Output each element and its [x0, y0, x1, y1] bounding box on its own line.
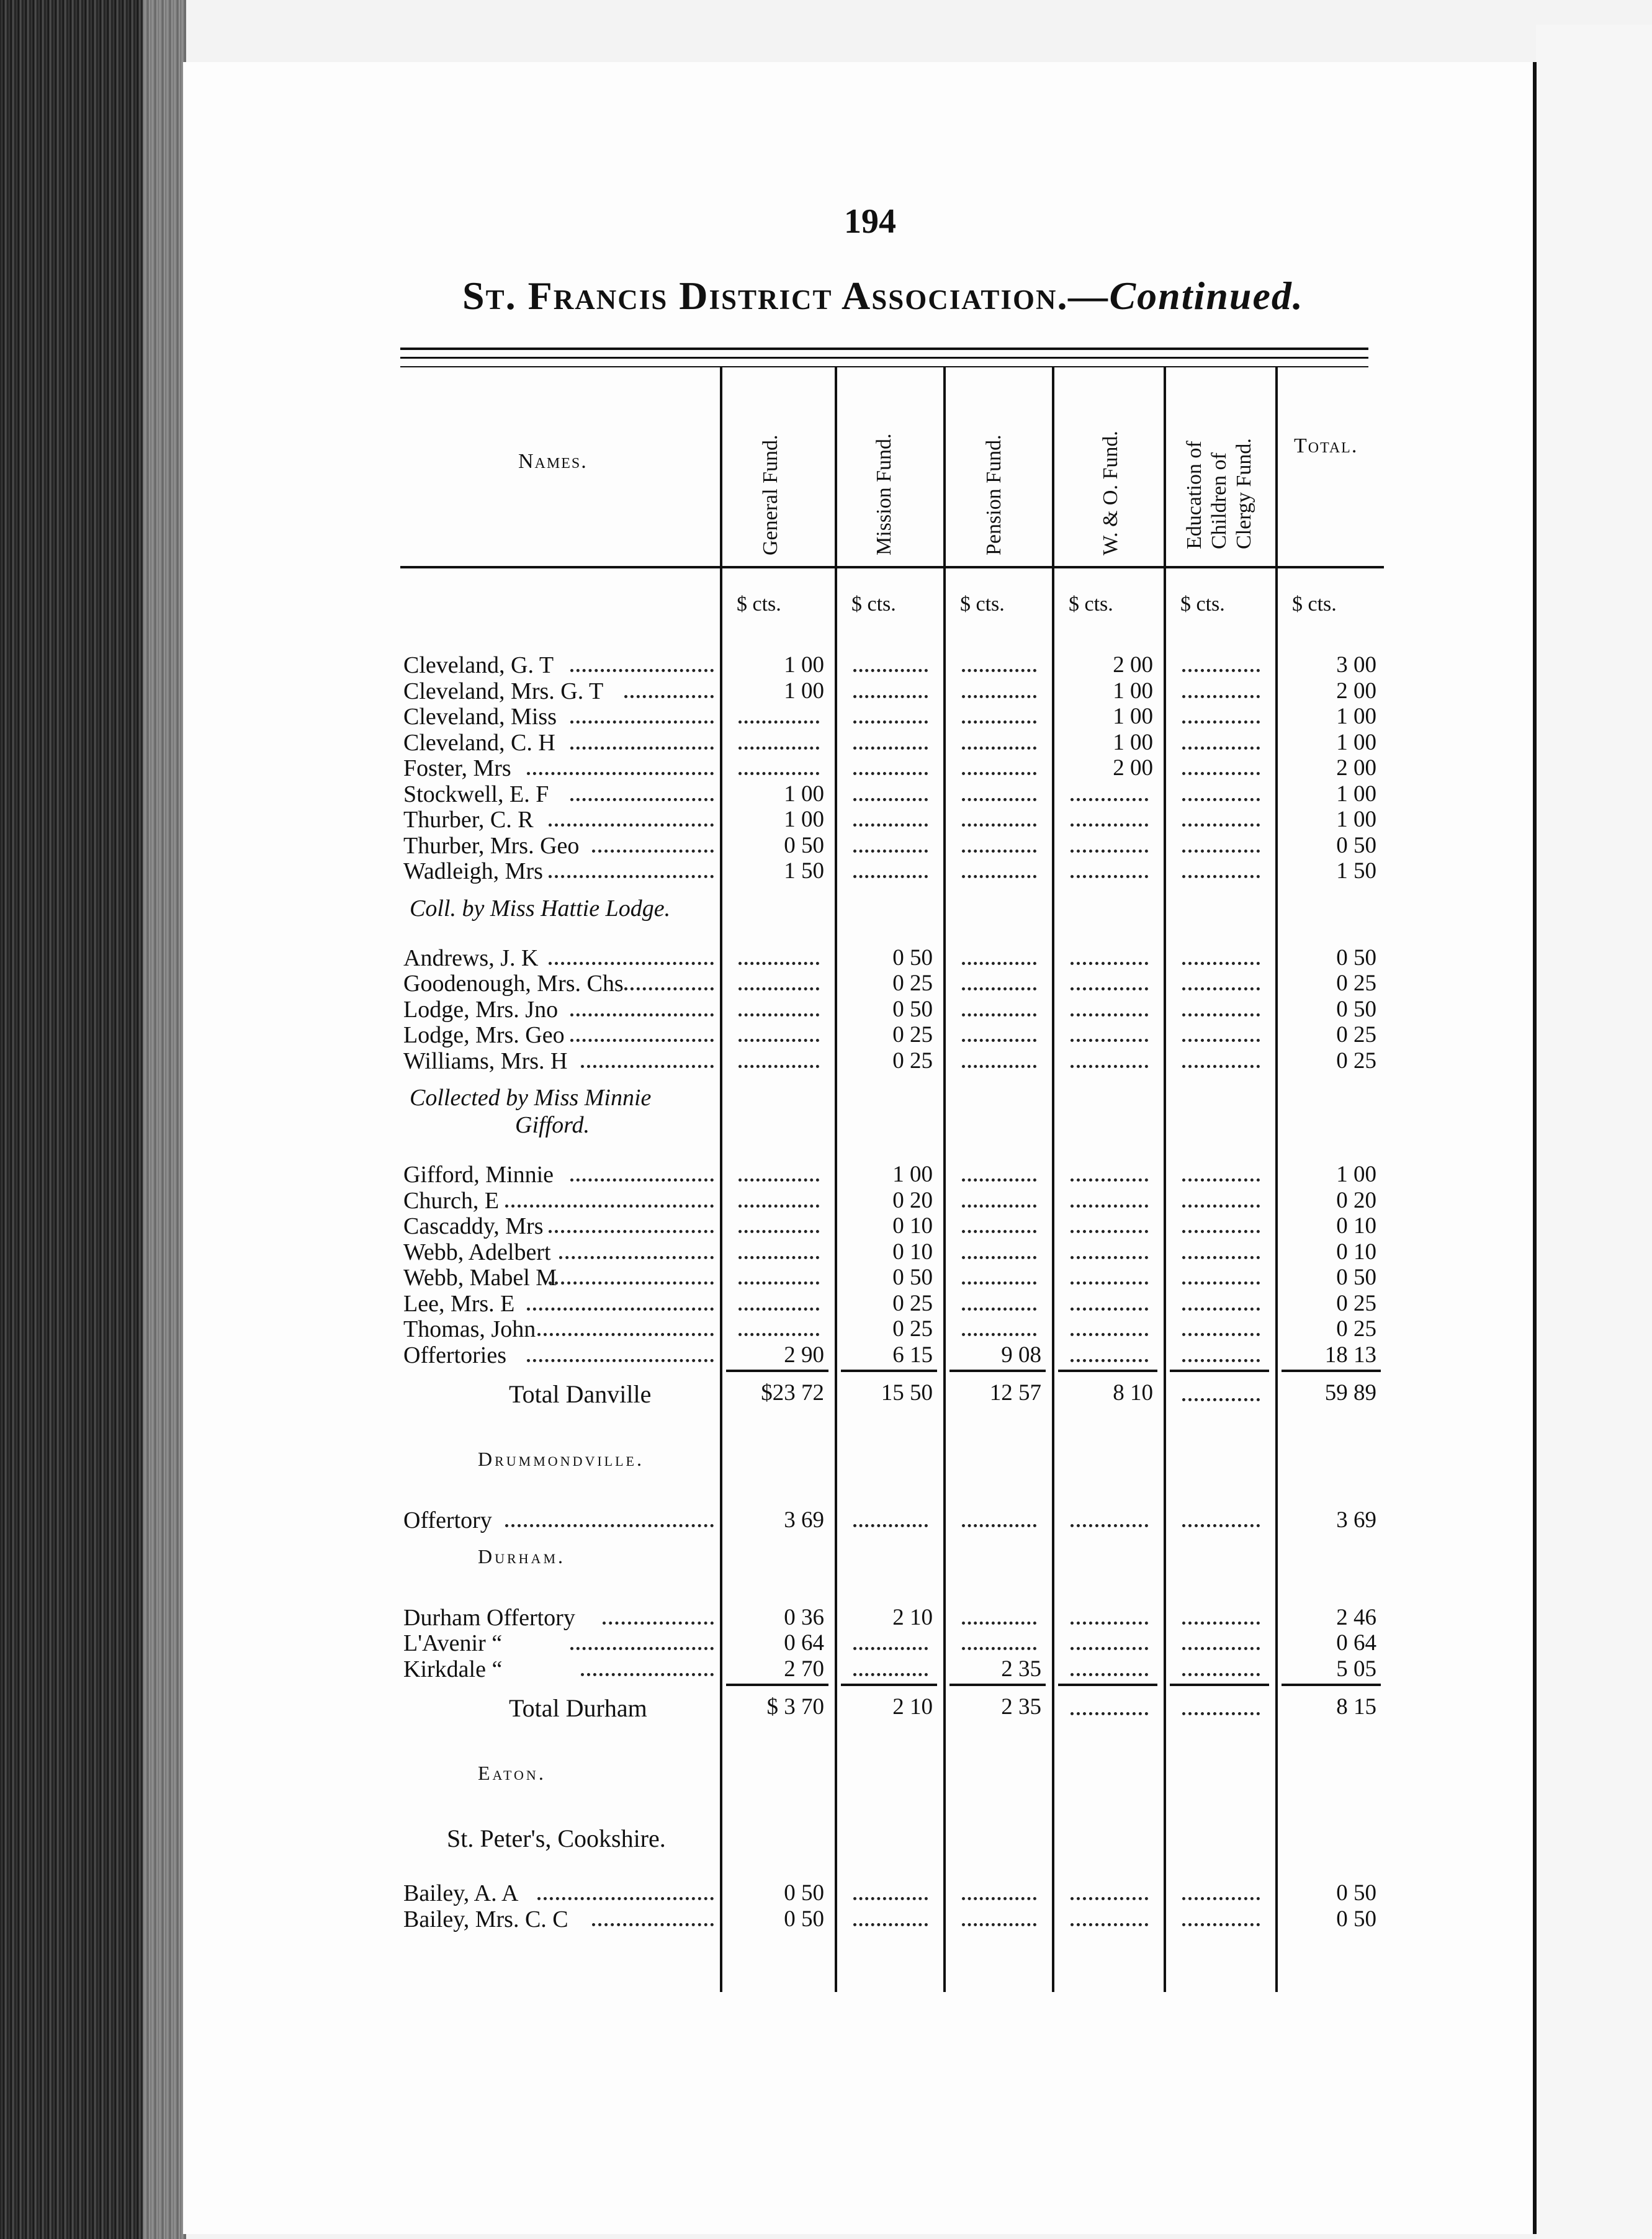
leader-dots — [853, 823, 928, 827]
table-row-name: Andrews, J. K — [403, 945, 539, 971]
title-continued: —Continued. — [1068, 274, 1304, 318]
leader-dots — [962, 1308, 1036, 1311]
place-heading: Durham. — [478, 1545, 566, 1568]
table-row-name: Williams, Mrs. H — [403, 1048, 568, 1074]
table-row-name: Cleveland, C. H — [403, 729, 555, 756]
column-header-pension: Pension Fund. — [982, 434, 1005, 555]
leader-dots — [738, 1281, 819, 1285]
leader-dots — [1182, 747, 1260, 750]
leader-dots — [1182, 1398, 1260, 1401]
leader-dots — [1071, 1230, 1148, 1233]
leader-dots — [1182, 1333, 1260, 1336]
total-rule — [1058, 1370, 1157, 1372]
table-cell-mission: 0 25 — [892, 1048, 933, 1074]
table-cell-mission: 0 50 — [892, 996, 933, 1022]
leader-dots — [1071, 1308, 1148, 1311]
total-rule — [726, 1370, 828, 1372]
leader-dots — [738, 962, 819, 965]
table-row-name: Kirkdale “ — [403, 1656, 503, 1682]
table-cell-general: 1 00 — [784, 807, 824, 832]
table-cell-total: 0 10 — [1336, 1239, 1376, 1265]
leader-dots — [962, 669, 1036, 672]
leader-dots — [853, 1524, 928, 1527]
currency-label-6: $ cts. — [1292, 593, 1337, 616]
leader-dots — [962, 875, 1036, 878]
leader-dots — [1182, 1897, 1260, 1900]
table-cell-mission: 0 25 — [892, 1290, 933, 1316]
table-cell-total: 2 00 — [1336, 678, 1376, 704]
leader-dots — [962, 1178, 1036, 1182]
table-cell-general: 1 00 — [784, 652, 824, 678]
leader-dots — [853, 720, 928, 724]
leader-dots — [1182, 1359, 1260, 1362]
leader-dots — [738, 720, 819, 724]
leader-dots — [1071, 1039, 1148, 1042]
leader-dots — [1182, 875, 1260, 878]
table-row-name: Lee, Mrs. E — [403, 1290, 515, 1317]
column-rule-4 — [1052, 366, 1054, 1992]
total-cell-total: 59 89 — [1324, 1380, 1376, 1406]
leader-dots — [1071, 1281, 1148, 1285]
leader-dots — [962, 1647, 1036, 1650]
column-rule-1 — [720, 366, 722, 1992]
total-rule — [949, 1370, 1046, 1372]
table-row-name: Lodge, Mrs. Geo — [403, 1022, 565, 1048]
name-leader-dots — [505, 1524, 714, 1527]
table-cell-total: 3 69 — [1336, 1507, 1376, 1533]
table-row-name: Wadleigh, Mrs — [403, 858, 543, 884]
column-header-education-3: Clergy Fund. — [1232, 438, 1255, 549]
leader-dots — [1182, 1647, 1260, 1650]
name-leader-dots — [581, 1673, 714, 1676]
leader-dots — [853, 875, 928, 878]
table-cell-total: 1 50 — [1336, 858, 1376, 884]
column-header-mission: Mission Fund. — [873, 433, 896, 555]
leader-dots — [1071, 1178, 1148, 1182]
name-leader-dots — [549, 823, 714, 827]
table-cell-total: 0 50 — [1336, 1265, 1376, 1290]
leader-dots — [1071, 1647, 1148, 1650]
name-leader-dots — [549, 875, 714, 878]
table-cell-total: 0 50 — [1336, 832, 1376, 858]
table-cell-total: 1 00 — [1336, 729, 1376, 755]
table-cell-pension: 2 35 — [1001, 1656, 1041, 1682]
table-cell-total: 0 25 — [1336, 1290, 1376, 1316]
leader-dots — [962, 987, 1036, 990]
leader-dots — [738, 1256, 819, 1259]
leader-dots — [1071, 1897, 1148, 1900]
name-leader-dots — [527, 1359, 714, 1362]
table-row-name: Webb, Mabel M — [403, 1265, 557, 1291]
leader-dots — [962, 1333, 1036, 1336]
table-cell-total: 1 00 — [1336, 807, 1376, 832]
table-cell-total: 5 05 — [1336, 1656, 1376, 1682]
leader-dots — [738, 987, 819, 990]
table-cell-total: 1 00 — [1336, 781, 1376, 807]
leader-dots — [853, 772, 928, 775]
total-cell-general: $23 72 — [761, 1380, 824, 1406]
name-leader-dots — [570, 798, 714, 801]
leader-dots — [1071, 1205, 1148, 1208]
leader-dots — [1071, 1923, 1148, 1926]
name-leader-dots — [505, 1205, 714, 1208]
leader-dots — [962, 850, 1036, 853]
column-rule-6 — [1275, 366, 1278, 1992]
name-leader-dots — [570, 1013, 714, 1016]
table-row-name: Thurber, C. R — [403, 807, 534, 833]
table-cell-mission: 1 00 — [892, 1162, 933, 1187]
table-row-name: Offertories — [403, 1342, 507, 1368]
table-cell-general: 1 00 — [784, 781, 824, 807]
table-cell-total: 2 46 — [1336, 1604, 1376, 1630]
table-cell-total: 0 50 — [1336, 1880, 1376, 1906]
leader-dots — [962, 1281, 1036, 1285]
currency-label-3: $ cts. — [960, 593, 1005, 616]
leader-dots — [1182, 823, 1260, 827]
column-rule-2 — [835, 366, 837, 1992]
table-top-rule-3 — [400, 366, 1368, 367]
table-row-name: Durham Offertory — [403, 1604, 575, 1631]
total-cell-pension: 12 57 — [989, 1380, 1041, 1406]
table-row-name: Webb, Adelbert — [403, 1239, 551, 1265]
name-leader-dots — [570, 1039, 714, 1042]
currency-label-4: $ cts. — [1069, 593, 1113, 616]
table-row-name: Bailey, Mrs. C. C — [403, 1906, 568, 1932]
header-bottom-rule — [400, 566, 1384, 568]
table-cell-mission: 6 15 — [892, 1342, 933, 1368]
table-cell-mission: 0 50 — [892, 945, 933, 971]
leader-dots — [738, 1230, 819, 1233]
leader-dots — [1182, 850, 1260, 853]
table-cell-total: 0 10 — [1336, 1213, 1376, 1239]
leader-dots — [1182, 1673, 1260, 1676]
column-header-wo: W. & O. Fund. — [1099, 431, 1122, 555]
leader-dots — [738, 1065, 819, 1068]
table-row-name: Bailey, A. A — [403, 1880, 519, 1906]
table-top-rule — [400, 348, 1368, 350]
total-rule — [841, 1684, 937, 1686]
leader-dots — [962, 1230, 1036, 1233]
name-leader-dots — [581, 1065, 714, 1068]
table-cell-mission: 0 10 — [892, 1213, 933, 1239]
total-rule — [1282, 1370, 1381, 1372]
leader-dots — [738, 1178, 819, 1182]
leader-dots — [1182, 772, 1260, 775]
leader-dots — [738, 1308, 819, 1311]
leader-dots — [1071, 1524, 1148, 1527]
leader-dots — [1182, 1230, 1260, 1233]
column-header-education-1: Education of — [1183, 441, 1206, 549]
table-row-name: Cleveland, Miss — [403, 704, 557, 730]
leader-dots — [1182, 1013, 1260, 1016]
leader-dots — [1182, 798, 1260, 801]
leader-dots — [853, 798, 928, 801]
table-row-name: Lodge, Mrs. Jno — [403, 996, 559, 1023]
leader-dots — [962, 1256, 1036, 1259]
column-header-education-2: Children of — [1208, 452, 1231, 549]
table-row-name: Offertory — [403, 1507, 492, 1533]
leader-dots — [1182, 1923, 1260, 1926]
table-row-total-name: Total Danville — [509, 1380, 652, 1408]
leader-dots — [1182, 987, 1260, 990]
leader-dots — [1071, 798, 1148, 801]
name-leader-dots — [549, 962, 714, 965]
leader-dots — [1071, 1013, 1148, 1016]
leader-dots — [962, 747, 1036, 750]
leader-dots — [962, 1065, 1036, 1068]
leader-dots — [853, 1673, 928, 1676]
table-cell-total: 0 25 — [1336, 1316, 1376, 1342]
leader-dots — [853, 669, 928, 672]
name-leader-dots — [537, 1897, 714, 1900]
total-cell-mission: 2 10 — [892, 1694, 933, 1720]
table-cell-general: 0 64 — [784, 1630, 824, 1656]
leader-dots — [738, 772, 819, 775]
table-cell-total: 2 00 — [1336, 755, 1376, 781]
leader-dots — [853, 850, 928, 853]
currency-label-5: $ cts. — [1180, 593, 1225, 616]
table-cell-general: 0 36 — [784, 1604, 824, 1630]
name-leader-dots — [527, 772, 714, 775]
table-row-name: Goodenough, Mrs. Chs — [403, 971, 624, 997]
leader-dots — [853, 747, 928, 750]
total-rule — [841, 1370, 937, 1372]
leader-dots — [853, 1923, 928, 1926]
leader-dots — [962, 772, 1036, 775]
leader-dots — [1071, 1622, 1148, 1625]
leader-dots — [962, 1622, 1036, 1625]
table-cell-general: 2 70 — [784, 1656, 824, 1682]
leader-dots — [962, 1524, 1036, 1527]
column-rule-3 — [943, 366, 946, 1992]
table-cell-wo: 2 00 — [1113, 652, 1153, 678]
title-main: St. Francis District Association. — [462, 274, 1069, 318]
leader-dots — [962, 1013, 1036, 1016]
name-leader-dots — [624, 987, 714, 990]
leader-dots — [1071, 1712, 1148, 1715]
total-rule — [726, 1684, 828, 1686]
leader-dots — [853, 695, 928, 698]
leader-dots — [738, 1333, 819, 1336]
leader-dots — [962, 1039, 1036, 1042]
table-cell-mission: 2 10 — [892, 1604, 933, 1630]
table-row-name: Church, E — [403, 1187, 500, 1214]
currency-label-2: $ cts. — [851, 593, 896, 616]
table-cell-mission: 0 25 — [892, 971, 933, 996]
total-rule — [1058, 1684, 1157, 1686]
leader-dots — [1182, 695, 1260, 698]
leader-dots — [853, 1647, 928, 1650]
total-rule — [1282, 1684, 1381, 1686]
table-cell-mission: 0 20 — [892, 1187, 933, 1213]
place-heading: Eaton. — [478, 1762, 546, 1784]
total-cell-wo: 8 10 — [1113, 1380, 1153, 1406]
name-leader-dots — [527, 1308, 714, 1311]
name-leader-dots — [537, 1333, 714, 1336]
leader-dots — [738, 1013, 819, 1016]
table-cell-general: 2 90 — [784, 1342, 824, 1368]
table-cell-total: 0 50 — [1336, 945, 1376, 971]
name-leader-dots — [549, 1230, 714, 1233]
table-cell-total: 1 00 — [1336, 704, 1376, 729]
leader-dots — [738, 1039, 819, 1042]
leader-dots — [1182, 1308, 1260, 1311]
table-row-name: Thomas, John — [403, 1316, 536, 1342]
table-cell-total: 0 20 — [1336, 1187, 1376, 1213]
leader-dots — [962, 695, 1036, 698]
page-stack-edge — [143, 0, 186, 2239]
table-cell-total: 0 50 — [1336, 996, 1376, 1022]
table-cell-total: 1 00 — [1336, 1162, 1376, 1187]
leader-dots — [738, 1205, 819, 1208]
column-rule-5 — [1164, 366, 1166, 1992]
leader-dots — [1182, 1524, 1260, 1527]
leader-dots — [1071, 962, 1148, 965]
section-label: Collected by Miss Minnie — [410, 1085, 652, 1111]
leader-dots — [962, 720, 1036, 724]
table-cell-wo: 2 00 — [1113, 755, 1153, 781]
leader-dots — [1071, 987, 1148, 990]
table-row-name: Cascaddy, Mrs — [403, 1213, 544, 1239]
name-leader-dots — [570, 720, 714, 724]
table-row-name: Thurber, Mrs. Geo — [403, 832, 580, 859]
name-leader-dots — [570, 747, 714, 750]
leader-dots — [1071, 850, 1148, 853]
table-cell-total: 0 25 — [1336, 971, 1376, 996]
name-leader-dots — [592, 850, 714, 853]
total-cell-general: $ 3 70 — [766, 1694, 824, 1720]
leader-dots — [1182, 669, 1260, 672]
table-cell-general: 1 00 — [784, 678, 824, 704]
name-leader-dots — [570, 1178, 714, 1182]
table-cell-wo: 1 00 — [1113, 729, 1153, 755]
table-cell-general: 1 50 — [784, 858, 824, 884]
table-row-name: Foster, Mrs — [403, 755, 511, 781]
table-cell-general: 0 50 — [784, 1880, 824, 1906]
section-label: Coll. by Miss Hattie Lodge. — [410, 895, 671, 922]
table-row-name: Cleveland, Mrs. G. T — [403, 678, 604, 704]
table-cell-mission: 0 50 — [892, 1265, 933, 1290]
leader-dots — [1182, 1178, 1260, 1182]
gutter-line — [1533, 62, 1537, 2234]
leader-dots — [1071, 1256, 1148, 1259]
currency-label-1: $ cts. — [737, 593, 781, 616]
name-leader-dots — [603, 1622, 714, 1625]
page-number: 194 — [844, 202, 896, 241]
table-cell-general: 3 69 — [784, 1507, 824, 1533]
section-label-cont: Gifford. — [515, 1112, 590, 1138]
column-header-general: General Fund. — [759, 434, 782, 555]
leader-dots — [1071, 1359, 1148, 1362]
leader-dots — [962, 798, 1036, 801]
total-rule — [1170, 1684, 1269, 1686]
leader-dots — [962, 1923, 1036, 1926]
subheading: St. Peter's, Cookshire. — [447, 1824, 666, 1852]
table-cell-total: 3 00 — [1336, 652, 1376, 678]
name-leader-dots — [624, 695, 714, 698]
leader-dots — [738, 747, 819, 750]
table-row-total-name: Total Durham — [509, 1694, 647, 1722]
table-cell-mission: 0 25 — [892, 1316, 933, 1342]
leader-dots — [1071, 823, 1148, 827]
leader-dots — [1071, 1673, 1148, 1676]
name-leader-dots — [570, 669, 714, 672]
leader-dots — [962, 1897, 1036, 1900]
name-leader-dots — [549, 1281, 714, 1285]
leader-dots — [1182, 962, 1260, 965]
leader-dots — [1071, 875, 1148, 878]
page-title — [462, 273, 1304, 319]
table-row-name: Gifford, Minnie — [403, 1162, 554, 1188]
table-cell-pension: 9 08 — [1001, 1342, 1041, 1368]
name-leader-dots — [570, 1647, 714, 1650]
column-header-names: Names. — [518, 450, 588, 473]
leader-dots — [853, 1897, 928, 1900]
leader-dots — [1182, 1065, 1260, 1068]
total-rule — [1170, 1370, 1269, 1372]
leader-dots — [1182, 1205, 1260, 1208]
leader-dots — [1071, 1333, 1148, 1336]
table-row-name: Cleveland, G. T — [403, 652, 554, 678]
leader-dots — [962, 823, 1036, 827]
table-cell-total: 0 64 — [1336, 1630, 1376, 1656]
table-row-name: Stockwell, E. F — [403, 781, 549, 807]
leader-dots — [962, 962, 1036, 965]
facing-page — [1536, 25, 1652, 2239]
table-cell-general: 0 50 — [784, 1906, 824, 1932]
name-leader-dots — [559, 1256, 714, 1259]
table-top-rule-2 — [400, 357, 1368, 359]
name-leader-dots — [592, 1923, 714, 1926]
table-cell-general: 0 50 — [784, 832, 824, 858]
leader-dots — [1182, 1256, 1260, 1259]
leader-dots — [1182, 1712, 1260, 1715]
leader-dots — [1182, 720, 1260, 724]
total-rule — [949, 1684, 1046, 1686]
leader-dots — [1182, 1622, 1260, 1625]
table-cell-wo: 1 00 — [1113, 678, 1153, 704]
table-cell-total: 0 25 — [1336, 1048, 1376, 1074]
table-cell-total: 0 50 — [1336, 1906, 1376, 1932]
total-cell-pension: 2 35 — [1001, 1694, 1041, 1720]
table-cell-wo: 1 00 — [1113, 704, 1153, 729]
table-cell-mission: 0 25 — [892, 1022, 933, 1048]
table-row-name: L'Avenir “ — [403, 1630, 503, 1656]
total-cell-mission: 15 50 — [881, 1380, 933, 1406]
table-cell-total: 0 25 — [1336, 1022, 1376, 1048]
table-cell-mission: 0 10 — [892, 1239, 933, 1265]
leader-dots — [962, 1205, 1036, 1208]
table-cell-total: 18 13 — [1324, 1342, 1376, 1368]
leader-dots — [1182, 1281, 1260, 1285]
leader-dots — [1182, 1039, 1260, 1042]
total-cell-total: 8 15 — [1336, 1694, 1376, 1720]
place-heading: Drummondville. — [478, 1448, 644, 1470]
column-header-total: Total. — [1294, 434, 1358, 457]
leader-dots — [1071, 1065, 1148, 1068]
